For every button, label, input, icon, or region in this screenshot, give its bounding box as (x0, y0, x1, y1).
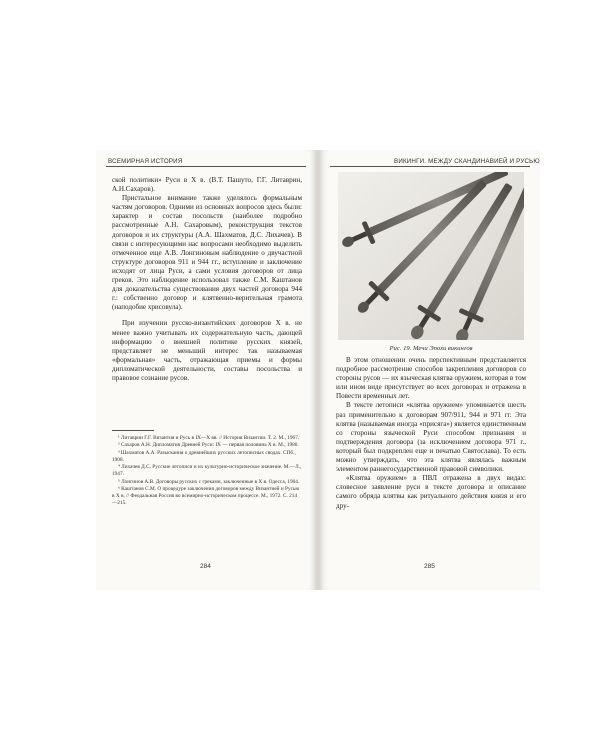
figure-caption: Рис. 19. Мечи Эпохи викингов (389, 345, 473, 352)
footnote-1: ¹ Литаврин Г.Г. Византия и Русь в IX—X вв. // История Византии. Т. 2. М., 1967. (118, 434, 300, 441)
swords-icon (338, 172, 524, 340)
footnote-3: ³ Шахматов А.А. Разыскания о древнейших русских летописных сводах. СПб., 1908. (112, 449, 296, 463)
footnote-separator (112, 430, 154, 431)
header-rule-left (106, 166, 306, 167)
right-page (320, 150, 540, 590)
paragraph-1: ской политики» Руси в X в. (В.Т. Пашуто, Г.Г. Литаврин, А.Н.Сахаров). (112, 176, 302, 194)
footnotes (112, 430, 302, 508)
right-paragraph-2: В тексте летописи «клятва оружием» упоминается шесть раз применительно к договорам 907/911, 944 и 971 гг. Эта клятва (называемая иногда «присяга») является единственным со стороны языческой Руси способом признания и подтверждения договора (за исключением договора 971 г., который был подкреплен еще и печатью Святослава). То есть можно утверждать, что эта клятва являлась важным элементом раннегосударственной правовой символики. (336, 401, 526, 474)
swords-photo (338, 172, 524, 340)
paragraph-2: Пристальное внимание также уделялось формальным частям договоров. Одними из основных вопросов здесь были: характер и состав посольств (наиболее подробно рассмотренные А.Н. Сахаровым), реконструкция текстов договоров и их структуры (А.А. Шахматов, Д.С. Лихачев). В связи с интересующими нас вопросами необходимо выделить отмеченное еще А.В. Лонгиновым наблюдение о двучастной структуре договоров 911 и 944 гг., вступление и заключение исходят от лица Руси, а сами условия договоров от лица греков. Это наблюдение использовал также С.М. Каштанов для доказательства существования двух частей договора 944 г.: собственно договор и клятвенно-верительная грамота (наподобие хрисовула). (112, 194, 302, 312)
footnote-4: ⁴ Лихачев Д.С. Русские летописи и их культурно-историческое значение. М.—Л., 1947. (112, 464, 302, 477)
footnote-2: ² Сахаров А.Н. Дипломатия Древней Руси: IX — первая половина X в. М., 1980. (118, 442, 299, 448)
left-body-text (112, 176, 302, 383)
header-rule-right (330, 166, 530, 167)
right-paragraph-3: «Клятва оружием» в ПВЛ отражена в двух видах: словесное заявление руси в тексте договора и описание самого обряда клятвы как ритуального действия князя и его дру- (336, 474, 526, 510)
right-body-text (336, 356, 526, 511)
page-number-right: 285 (424, 563, 435, 570)
paragraph-3: При изучении русско-византийских договоров X в. не менее важно учитывать их содержательную часть, дающей информацию о внешней политике русских князей, представляет не меньший интерес так называемая «формальная» часть, отражающая приемы и формы дипломатической деятельности, составы посольства и правовое сознание русов. (112, 319, 302, 382)
footnote-5: ⁵ Лонгинов А.В. Договоры русских с греками, заключенные в X в. Одесса, 1904. (118, 478, 300, 485)
running-head-right: ВИКИНГИ. МЕЖДУ СКАНДИНАВИЕЙ И РУСЬЮ (394, 158, 540, 165)
left-page (96, 150, 316, 590)
footnote-6: ⁶ Каштанов С.М. О процедуре заключения договоров между Византией и Русью в X в. // Феодальная Россия во всемирно-историческом процессе. М., 1972. С. 214—215. (112, 486, 300, 506)
right-paragraph-1: В этом отношении очень перспективным представляется подробное рассмотрение способов закрепления договоров со стороны русов — их языческая клятва оружием, которая в том или ином виде присутствует во всех договорах и отражена в Повести временных лет. (336, 356, 526, 401)
page-number-left: 284 (200, 563, 211, 570)
running-head-left: ВСЕМИРНАЯ ИСТОРИЯ (108, 158, 183, 165)
